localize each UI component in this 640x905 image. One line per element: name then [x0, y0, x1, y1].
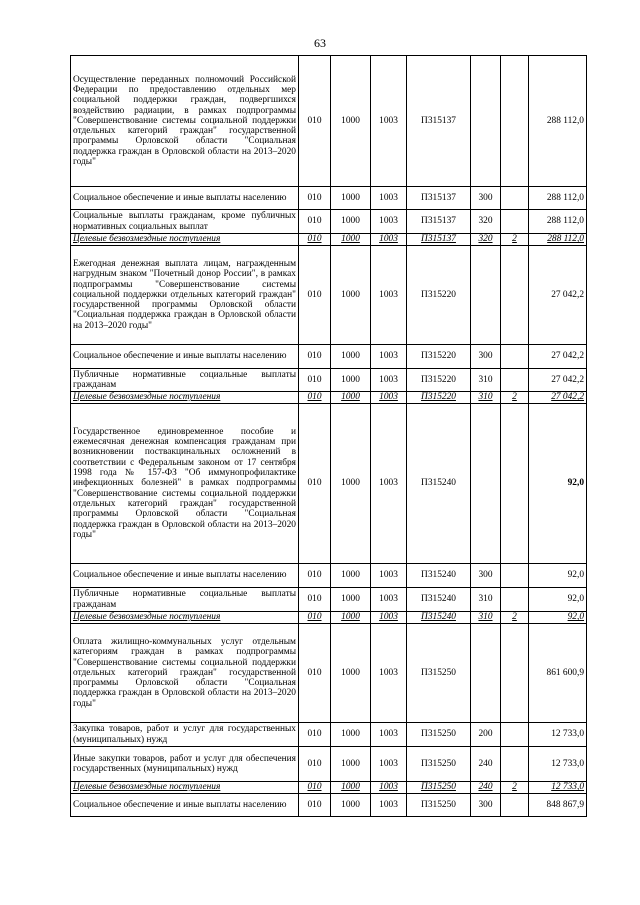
source-code [501, 345, 529, 369]
row-description: Ежегодная денежная выплата лицам, награжденным нагрудным знаком "Почетный донор России", в рамках подпрограммы "Совершенствование системы социальной поддержки отдельных категорий граждан" государственной программы Орловской области "Социальная поддержка граждан в Орловской области на 2013–2020 годы" [71, 246, 299, 345]
ministry-code: 010 [299, 392, 331, 404]
subsection-code: 1003 [371, 564, 407, 588]
section-code: 1000 [331, 246, 371, 345]
section-code: 1000 [331, 588, 371, 612]
expense-type-code [471, 246, 501, 345]
expense-type-code: 300 [471, 345, 501, 369]
ministry-code: 010 [299, 782, 331, 794]
ministry-code: 010 [299, 187, 331, 210]
section-code: 1000 [331, 210, 371, 234]
section-code: 1000 [331, 624, 371, 723]
expense-type-code [471, 624, 501, 723]
ministry-code: 010 [299, 564, 331, 588]
subsection-code: 1003 [371, 747, 407, 782]
target-item-code: П315137 [407, 234, 471, 246]
section-code: 1000 [331, 404, 371, 564]
source-code [501, 588, 529, 612]
target-item-code: П315250 [407, 782, 471, 794]
subsection-code: 1003 [371, 794, 407, 817]
table-row [71, 747, 587, 782]
target-item-code: П315240 [407, 564, 471, 588]
ministry-code: 010 [299, 369, 331, 392]
section-code: 1000 [331, 369, 371, 392]
row-description: Социальное обеспечение и иные выплаты населению [71, 794, 299, 817]
source-code [501, 246, 529, 345]
section-code: 1000 [331, 234, 371, 246]
row-description: Целевые безвозмездные поступления [71, 392, 299, 404]
target-item-code: П315137 [407, 210, 471, 234]
source-code: 2 [501, 782, 529, 794]
table-row [71, 612, 587, 624]
target-item-code: П315240 [407, 588, 471, 612]
subsection-code: 1003 [371, 612, 407, 624]
ministry-code: 010 [299, 210, 331, 234]
source-code: 2 [501, 612, 529, 624]
source-code [501, 747, 529, 782]
expense-type-code [471, 404, 501, 564]
amount: 288 112,0 [529, 234, 587, 246]
subsection-code: 1003 [371, 210, 407, 234]
expense-type-code: 320 [471, 234, 501, 246]
row-description: Публичные нормативные социальные выплаты гражданам [71, 588, 299, 612]
ministry-code: 010 [299, 747, 331, 782]
subsection-code: 1003 [371, 234, 407, 246]
source-code [501, 56, 529, 187]
table-row [71, 56, 587, 187]
table-row [71, 782, 587, 794]
amount: 288 112,0 [529, 210, 587, 234]
target-item-code: П315250 [407, 747, 471, 782]
section-code: 1000 [331, 612, 371, 624]
target-item-code: П315220 [407, 369, 471, 392]
target-item-code: П315220 [407, 392, 471, 404]
table-row [71, 794, 587, 817]
source-code [501, 723, 529, 747]
source-code [501, 187, 529, 210]
expense-type-code: 300 [471, 564, 501, 588]
subsection-code: 1003 [371, 56, 407, 187]
ministry-code: 010 [299, 234, 331, 246]
source-code [501, 564, 529, 588]
ministry-code: 010 [299, 612, 331, 624]
expense-type-code: 310 [471, 612, 501, 624]
section-code: 1000 [331, 56, 371, 187]
amount: 12 733,0 [529, 723, 587, 747]
table-row [71, 345, 587, 369]
target-item-code: П315220 [407, 345, 471, 369]
subsection-code: 1003 [371, 369, 407, 392]
source-code [501, 624, 529, 723]
subsection-code: 1003 [371, 246, 407, 345]
table-row [71, 564, 587, 588]
subsection-code: 1003 [371, 392, 407, 404]
expense-type-code: 300 [471, 187, 501, 210]
row-description: Закупка товаров, работ и услуг для государственных (муниципальных) нужд [71, 723, 299, 747]
section-code: 1000 [331, 345, 371, 369]
amount: 288 112,0 [529, 187, 587, 210]
table-row [71, 210, 587, 234]
row-description: Целевые безвозмездные поступления [71, 612, 299, 624]
source-code [501, 210, 529, 234]
target-item-code: П315250 [407, 794, 471, 817]
table-row [71, 723, 587, 747]
ministry-code: 010 [299, 588, 331, 612]
target-item-code: П315250 [407, 624, 471, 723]
table-row [71, 392, 587, 404]
amount: 12 733,0 [529, 747, 587, 782]
expense-type-code: 240 [471, 782, 501, 794]
subsection-code: 1003 [371, 723, 407, 747]
subsection-code: 1003 [371, 782, 407, 794]
subsection-code: 1003 [371, 624, 407, 723]
source-code: 2 [501, 392, 529, 404]
amount: 861 600,9 [529, 624, 587, 723]
table-row [71, 369, 587, 392]
ministry-code: 010 [299, 624, 331, 723]
source-code [501, 794, 529, 817]
amount: 92,0 [529, 404, 587, 564]
section-code: 1000 [331, 723, 371, 747]
amount: 27 042,2 [529, 246, 587, 345]
section-code: 1000 [331, 747, 371, 782]
source-code: 2 [501, 234, 529, 246]
target-item-code: П315220 [407, 246, 471, 345]
row-description: Иные закупки товаров, работ и услуг для обеспечения государственных (муниципальных) нужд [71, 747, 299, 782]
row-description: Социальное обеспечение и иные выплаты населению [71, 564, 299, 588]
table-row [71, 404, 587, 564]
row-description: Социальные выплаты гражданам, кроме публичных нормативных социальных выплат [71, 210, 299, 234]
ministry-code: 010 [299, 723, 331, 747]
row-description: Социальное обеспечение и иные выплаты населению [71, 345, 299, 369]
row-description: Целевые безвозмездные поступления [71, 782, 299, 794]
section-code: 1000 [331, 564, 371, 588]
expense-type-code: 200 [471, 723, 501, 747]
amount: 92,0 [529, 588, 587, 612]
table-row [71, 234, 587, 246]
expense-type-code [471, 56, 501, 187]
ministry-code: 010 [299, 794, 331, 817]
expense-type-code: 310 [471, 392, 501, 404]
ministry-code: 010 [299, 345, 331, 369]
ministry-code: 010 [299, 56, 331, 187]
page-number: 63 [314, 36, 326, 50]
source-code [501, 369, 529, 392]
expense-type-code: 320 [471, 210, 501, 234]
expense-type-code: 240 [471, 747, 501, 782]
target-item-code: П315137 [407, 56, 471, 187]
section-code: 1000 [331, 187, 371, 210]
row-description: Социальное обеспечение и иные выплаты населению [71, 187, 299, 210]
subsection-code: 1003 [371, 187, 407, 210]
table-row [71, 187, 587, 210]
source-code [501, 404, 529, 564]
amount: 288 112,0 [529, 56, 587, 187]
expense-type-code: 300 [471, 794, 501, 817]
section-code: 1000 [331, 782, 371, 794]
table-row [71, 246, 587, 345]
expense-type-code: 310 [471, 369, 501, 392]
subsection-code: 1003 [371, 404, 407, 564]
amount: 848 867,9 [529, 794, 587, 817]
row-description: Публичные нормативные социальные выплаты гражданам [71, 369, 299, 392]
expense-type-code: 310 [471, 588, 501, 612]
subsection-code: 1003 [371, 345, 407, 369]
amount: 27 042,2 [529, 392, 587, 404]
amount: 27 042,2 [529, 345, 587, 369]
amount: 92,0 [529, 612, 587, 624]
amount: 12 733,0 [529, 782, 587, 794]
amount: 92,0 [529, 564, 587, 588]
table-row [71, 588, 587, 612]
row-description: Оплата жилищно-коммунальных услуг отдельным категориям граждан в рамках подпрограммы "Совершенствование системы социальной поддержки отдельных категорий граждан" государственной программы Орловской области "Социальная поддержка граждан в Орловской области на 2013–2020 годы" [71, 624, 299, 723]
budget-table [70, 55, 587, 817]
ministry-code: 010 [299, 404, 331, 564]
target-item-code: П315240 [407, 404, 471, 564]
subsection-code: 1003 [371, 588, 407, 612]
amount: 27 042,2 [529, 369, 587, 392]
row-description: Государственное единовременное пособие и ежемесячная денежная компенсация гражданам при возникновении поствакцинальных осложнений в соответствии с Федеральным законом от 17 сентября 1998 года № 157-ФЗ "Об иммунопрофилактике инфекционных болезней" в рамках подпрограммы "Совершенствование системы социальной поддержки отдельных категорий граждан" государственной программы Орловской области "Социальная поддержка граждан в Орловской области на 2013–2020 годы" [71, 404, 299, 564]
target-item-code: П315250 [407, 723, 471, 747]
table-row [71, 624, 587, 723]
section-code: 1000 [331, 794, 371, 817]
ministry-code: 010 [299, 246, 331, 345]
target-item-code: П315240 [407, 612, 471, 624]
section-code: 1000 [331, 392, 371, 404]
target-item-code: П315137 [407, 187, 471, 210]
row-description: Осуществление переданных полномочий Российской Федерации по предоставлению отдельных мер социальной поддержки граждан, подвергшихся воздействию радиации, в рамках подпрограммы "Совершенствование системы социальной поддержки отдельных категорий граждан" государственной программы Орловской области "Социальная поддержка граждан в Орловской области на 2013–2020 годы" [71, 56, 299, 187]
row-description: Целевые безвозмездные поступления [71, 234, 299, 246]
